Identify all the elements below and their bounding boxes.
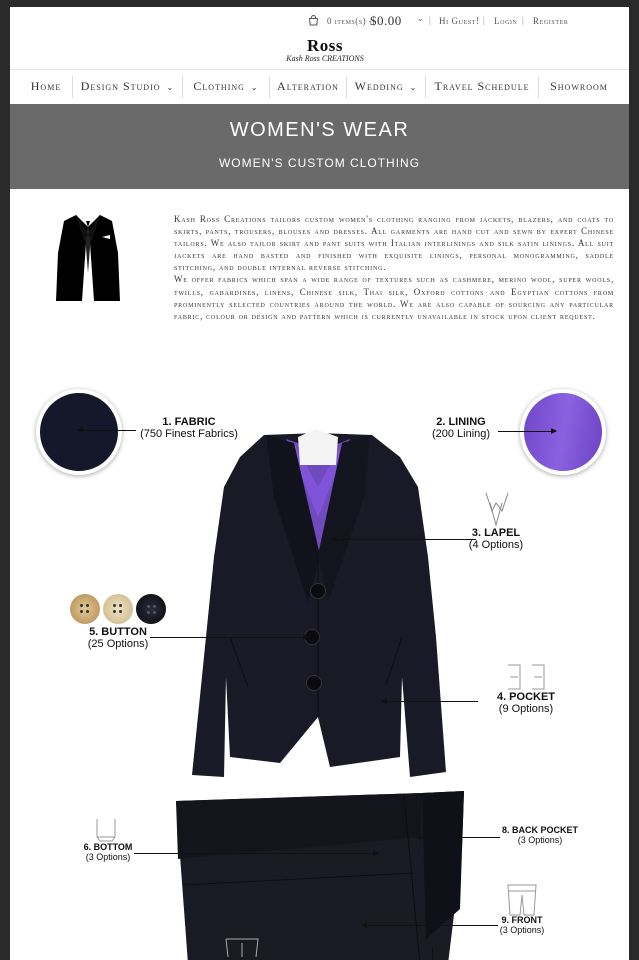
jacket-button <box>306 675 322 691</box>
page-subtitle: WOMEN'S CUSTOM CLOTHING <box>218 156 421 170</box>
chevron-down-icon[interactable]: ⌄ <box>417 14 424 23</box>
divider: | <box>522 15 524 25</box>
nav-wedding[interactable] <box>347 70 425 104</box>
fabric-options: (750 Finest Fabrics) <box>140 428 238 440</box>
pointer-line <box>432 947 433 960</box>
page-frame <box>10 7 629 960</box>
front-label <box>490 915 554 935</box>
divider: | <box>429 15 431 25</box>
front-icon <box>504 883 540 917</box>
nav-travel-schedule[interactable] <box>426 70 538 104</box>
lining-swatch[interactable] <box>520 389 606 475</box>
cart-icon[interactable] <box>308 15 319 28</box>
login-link[interactable]: Login <box>494 16 518 26</box>
lapel-pointer <box>332 539 476 540</box>
intro-paragraph: We offer fabrics which span a wide range of textures such as cashmere, merino wool, super wools, twills, gabardines, linens, Chinese silk, Thai silk, Oxford cottons and Egyptian cottons from prominently selected countries around the world. We are also capable of sourcing any particular fabric, colour or design and pattern which is currently unavailable in stock upon client request. <box>174 274 614 321</box>
front-options: (3 Options) <box>499 925 545 935</box>
bottom-icon <box>94 817 118 843</box>
nav-showroom[interactable] <box>539 70 619 104</box>
greeting-text: Hi Guest! <box>439 16 480 26</box>
back-pocket-pointer <box>416 837 500 838</box>
jacket-button <box>310 583 326 599</box>
lapel-options: (4 Options) <box>468 539 524 551</box>
pocket-options: (9 Options) <box>498 703 554 715</box>
bottom-name: 6. BOTTOM <box>83 842 133 852</box>
front-name: 9. FRONT <box>501 915 543 925</box>
chevron-down-icon: ⌄ <box>409 83 418 92</box>
cart-amount[interactable]: $0.00 <box>370 13 402 28</box>
lapel-label <box>466 527 526 551</box>
button-option-black[interactable] <box>136 594 166 624</box>
button-option-tan[interactable] <box>70 594 100 624</box>
button-label <box>82 626 154 650</box>
pocket-pointer <box>382 701 478 702</box>
button-options: (25 Options) <box>87 638 149 650</box>
nav-alteration[interactable] <box>270 70 346 104</box>
jacket-image <box>190 427 450 787</box>
intro-text <box>174 213 614 322</box>
site-logo[interactable] <box>275 37 375 63</box>
button-option-cream[interactable] <box>103 594 133 624</box>
trousers-side-icon <box>222 937 262 957</box>
nav-wedding-label: Wedding <box>354 79 404 93</box>
nav-clothing[interactable] <box>183 70 269 104</box>
bottom-pointer <box>134 853 378 854</box>
nav-alteration-label: Alteration <box>277 79 339 93</box>
nav-home-label: Home <box>30 79 62 93</box>
suit-icon <box>54 213 122 303</box>
divider: | <box>483 15 485 25</box>
chevron-down-icon: ⌄ <box>166 83 175 92</box>
bottom-options: (3 Options) <box>85 852 131 862</box>
fabric-name: 1. FABRIC <box>162 416 216 428</box>
cart-items-count[interactable]: 0 items(s) - <box>327 16 373 26</box>
register-link[interactable]: Register <box>533 16 569 26</box>
logo-subtitle: Kash Ross CREATIONS <box>286 54 364 63</box>
nav-design-studio[interactable] <box>73 70 182 104</box>
nav-showroom-label: Showroom <box>550 79 608 93</box>
nav-clothing-label: Clothing <box>193 79 245 93</box>
button-name: 5. BUTTON <box>89 626 147 638</box>
back-pocket-options: (3 Options) <box>517 835 563 845</box>
chevron-down-icon: ⌄ <box>250 83 259 92</box>
nav-design-studio-label: Design Studio <box>80 79 161 93</box>
top-bar <box>10 7 629 33</box>
page-banner <box>10 104 629 189</box>
lining-pointer <box>498 431 556 432</box>
intro-paragraph: Kash Ross Creations tailors custom women's clothing ranging from jackets, blazers, and coats to skirts, pants, trousers, blouses and dresses. All garments are hand cut and sewn by expert Chinese tailors. We also tailor skirt and pant suits with Italian interlinings and silk satin linings. All suit jackets are hand basted and finished with exquisite linings, personal monogramming, saddle stitching, and double internal reverse stitching. <box>174 214 614 273</box>
page-title: WOMEN'S WEAR <box>229 119 410 141</box>
nav-home[interactable] <box>20 70 72 104</box>
bottom-label <box>76 842 140 862</box>
logo-brand: Ross <box>306 36 343 55</box>
lapel-name: 3. LAPEL <box>471 527 521 539</box>
back-pocket-name: 8. BACK POCKET <box>501 825 578 835</box>
customization-diagram <box>10 377 629 960</box>
pocket-name: 4. POCKET <box>496 691 556 703</box>
lapel-icon <box>482 491 512 527</box>
lining-options: (200 Lining) <box>431 428 491 440</box>
pocket-label <box>490 691 562 715</box>
trousers-image <box>174 789 466 960</box>
lining-name: 2. LINING <box>436 416 486 428</box>
button-pointer <box>150 637 308 638</box>
front-pointer <box>362 925 498 926</box>
nav-travel-schedule-label: Travel Schedule <box>434 79 530 93</box>
fabric-pointer <box>78 430 136 431</box>
pocket-icon <box>506 659 546 693</box>
back-pocket-label <box>498 825 582 845</box>
main-nav <box>10 69 629 104</box>
